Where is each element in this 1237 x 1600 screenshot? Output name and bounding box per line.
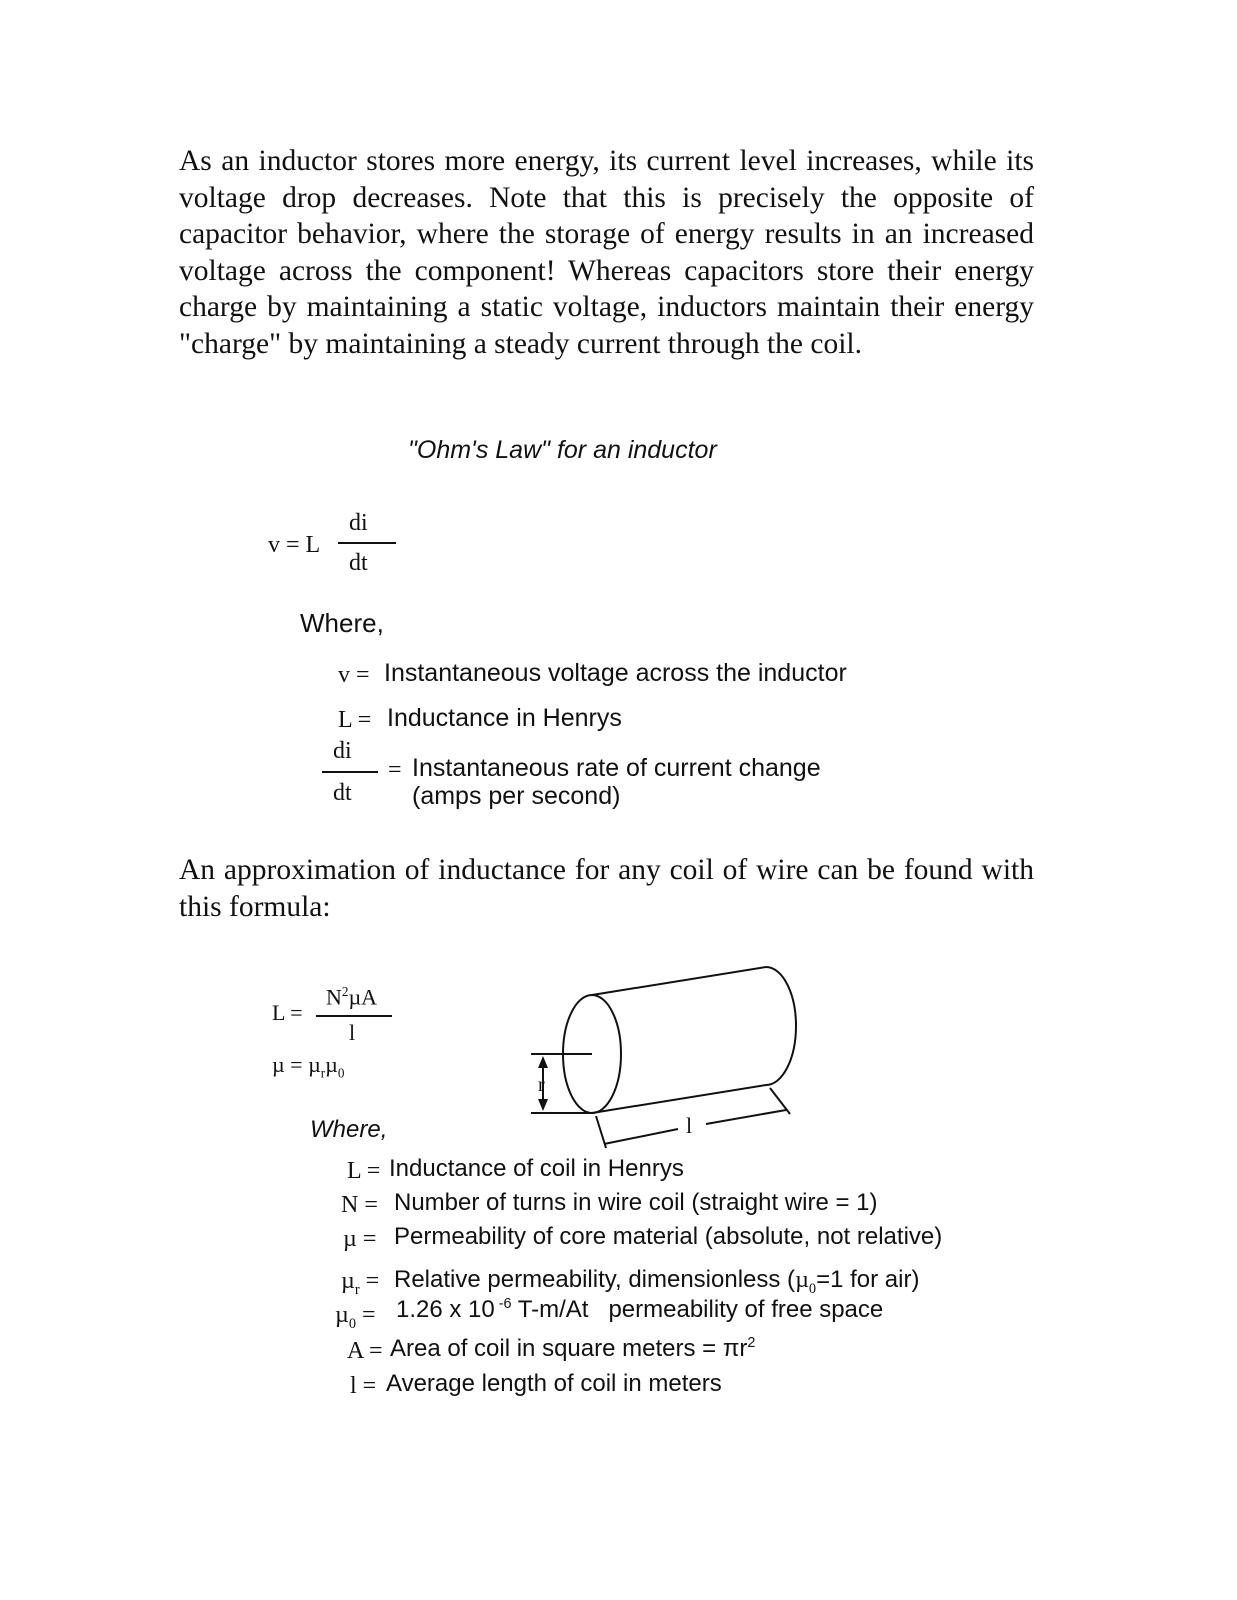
equation-numerator: di bbox=[349, 510, 368, 536]
L-definition: Inductance in Henrys bbox=[387, 704, 622, 732]
A-symbol: A = bbox=[347, 1338, 383, 1364]
mu0-definition: 1.26 x 10 $^{-6}$ T-m/At permeability of free space bbox=[396, 1296, 884, 1323]
mur-definition: Relative permeability, dimensionless (µ$_0$=1 for air) bbox=[394, 1266, 920, 1297]
mu-equation: µ = µ$_r$µ$_0$ bbox=[272, 1052, 345, 1081]
N-definition: Number of turns in wire coil (straight wire = 1) bbox=[394, 1189, 878, 1216]
where-label: Where, bbox=[300, 608, 384, 638]
mur-symbol: µ$_r$ = bbox=[341, 1268, 380, 1298]
length-dimension-left bbox=[604, 1129, 678, 1144]
didt-equals: = bbox=[388, 757, 402, 783]
mu-definition: Permeability of core material (absolute, not relative) bbox=[394, 1223, 943, 1250]
cylinder-bottom-edge bbox=[592, 1085, 766, 1113]
coil-denominator: l bbox=[349, 1020, 356, 1045]
cylinder-top-edge bbox=[592, 967, 766, 995]
didt-definition-line2: (amps per second) bbox=[412, 782, 621, 810]
l-definition: Average length of coil in meters bbox=[386, 1370, 722, 1397]
radius-arrow-up bbox=[538, 1056, 548, 1068]
didt-denominator: dt bbox=[333, 780, 352, 806]
cylinder-back-arc bbox=[766, 967, 796, 1085]
equation-denominator: dt bbox=[349, 550, 368, 576]
didt-numerator: di bbox=[333, 738, 352, 764]
coil-L-eq: L = bbox=[272, 1000, 303, 1025]
coil-L-definition: Inductance of coil in Henrys bbox=[389, 1155, 684, 1182]
length-dimension-right bbox=[706, 1110, 786, 1124]
v-definition: Instantaneous voltage across the inductor bbox=[384, 659, 847, 687]
didt-definition-line1: Instantaneous rate of current change bbox=[412, 754, 821, 782]
mu0-symbol: µ$_0$ = bbox=[335, 1302, 376, 1332]
diagram-length-label: l bbox=[686, 1113, 693, 1138]
coil-where-label: Where, bbox=[310, 1116, 388, 1143]
radius-arrow-down bbox=[538, 1099, 548, 1111]
coil-L-symbol: L = bbox=[347, 1158, 381, 1184]
L-symbol: L = bbox=[338, 707, 372, 733]
diagram-radius-label: r bbox=[538, 1074, 545, 1096]
approximation-paragraph: An approximation of inductance for any coil of wire can be found with this formula: bbox=[179, 854, 1034, 923]
equation-lhs: v = L bbox=[268, 532, 321, 558]
ohms-law-caption: "Ohm's Law" for an inductor bbox=[408, 436, 717, 464]
N-symbol: N = bbox=[341, 1192, 378, 1218]
coil-numerator: $N^2\mu A$ bbox=[326, 984, 378, 1010]
l-symbol: l = bbox=[350, 1373, 377, 1399]
mu-symbol: µ = bbox=[343, 1226, 377, 1252]
A-definition: Area of coil in square meters = $\pi r^2$ bbox=[390, 1335, 756, 1362]
v-symbol: v = bbox=[338, 662, 370, 688]
intro-paragraph: As an inductor stores more energy, its current level increases, while its voltage drop decreases. Note that this is precisely the opposite of capacitor behavior, where the storage of energy results in an increased voltage across the component! Whereas capacitors store their energy charge by maintaining a static voltage, inductors maintain their energy "charge" by maintaining a steady current through the coil. bbox=[179, 145, 1034, 360]
